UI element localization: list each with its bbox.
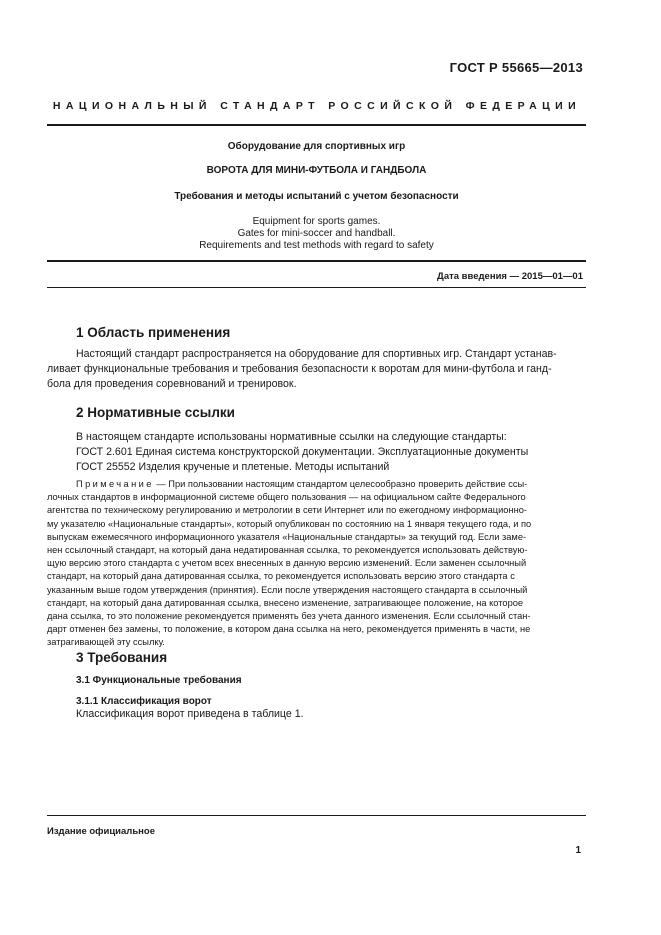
subsection-3-1-1-heading: 3.1.1 Классификация ворот <box>76 696 212 707</box>
english-title-line: Gates for mini-soccer and handball. <box>237 228 396 239</box>
note-line: стандарт, на который дана датированная ссылка, внесено изменение, затрагивающее положение, на которое <box>47 597 524 608</box>
subject-title: Оборудование для спортивных игр <box>227 141 406 152</box>
note-line: стандарт, на который дана датированная ссылка, то рекомендуется использовать версию этого стандарта с <box>47 571 515 582</box>
footer-divider <box>47 815 586 816</box>
note-line: выпускам ежемесячного информационного указателя «Национальные стандарты» за текущий год. Если заме- <box>47 531 527 542</box>
note-text: — При пользовании настоящим стандартом целесообразно проверить действие ссы- <box>153 479 528 489</box>
note-line: лочных стандартов в информационной системе общего пользования — на официальном сайте Федерального <box>47 492 526 503</box>
top-divider <box>47 124 586 126</box>
paragraph-line: Классификация ворот приведена в таблице 1. <box>76 708 304 720</box>
section-2-note <box>47 478 586 650</box>
paragraph-line: Настоящий стандарт распространяется на оборудование для спортивных игр. Стандарт устанав- <box>76 348 557 360</box>
section-3-heading: 3 Требования <box>76 650 168 665</box>
title-divider <box>47 260 586 262</box>
section-2-heading: 2 Нормативные ссылки <box>76 405 235 420</box>
section-3-text <box>76 707 586 722</box>
paragraph-line: ливает функциональные требования и требования безопасности к воротам для мини-футбола и ганд- <box>47 363 552 375</box>
date-divider <box>47 287 586 288</box>
note-label: Примечание <box>76 479 154 489</box>
english-title <box>47 216 586 252</box>
document-code: ГОСТ Р 55665—2013 <box>449 60 583 75</box>
section-2-text <box>76 430 586 475</box>
section-1-heading: 1 Область применения <box>76 325 231 340</box>
note-line: указанным выше годом утверждения (принятия). Если после утверждения настоящего стандарта в ссылочный <box>47 584 528 595</box>
note-line: дана ссылка, то это положение рекомендуется применять без учета данного изменения. Если ссылочный стан- <box>47 611 531 622</box>
paragraph-line: В настоящем стандарте использованы нормативные ссылки на следующие стандарты: <box>76 431 507 443</box>
note-line: затрагивающей эту ссылку. <box>47 637 165 648</box>
subsection-3-1-heading: 3.1 Функциональные требования <box>76 675 242 686</box>
official-edition-label: Издание официальное <box>47 826 155 837</box>
note-line: агентства по техническому регулированию и метрологии в сети Интернет или по ежегодному информационно- <box>47 505 527 516</box>
national-standard-banner: НАЦИОНАЛЬНЫЙ СТАНДАРТ РОССИЙСКОЙ ФЕДЕРАЦИИ <box>52 100 582 112</box>
page-number: 1 <box>575 845 581 856</box>
note-line: му указателю «Национальные стандарты», который опубликован по состоянию на 1 января текущего года, и по <box>47 518 532 529</box>
main-title: ВОРОТА ДЛЯ МИНИ-ФУТБОЛА И ГАНДБОЛА <box>206 165 427 176</box>
intro-date: Дата введения — 2015—01—01 <box>437 271 583 282</box>
requirements-title: Требования и методы испытаний с учетом безопасности <box>174 191 459 202</box>
paragraph-line: бола для проведения соревнований и тренировок. <box>47 378 297 390</box>
note-line: дарт отменен без замены, то положение, в котором дана ссылка на него, рекомендуется применять в части, не <box>47 624 531 635</box>
english-title-line: Requirements and test methods with regard to safety <box>199 240 434 251</box>
note-line: нен ссылочный стандарт, на который дана недатированная ссылка, то рекомендуется использовать действую- <box>47 545 528 556</box>
note-line: щую версию этого стандарта с учетом всех внесенных в данную версию изменений. Если заменен ссылочный <box>47 558 527 569</box>
section-1-text <box>47 347 586 392</box>
note-first-line <box>47 478 586 491</box>
english-title-line: Equipment for sports games. <box>252 216 381 227</box>
reference-line: ГОСТ 2.601 Единая система конструкторской документации. Эксплуатационные документы <box>76 446 529 458</box>
reference-line: ГОСТ 25552 Изделия крученые и плетеные. Методы испытаний <box>76 461 390 473</box>
